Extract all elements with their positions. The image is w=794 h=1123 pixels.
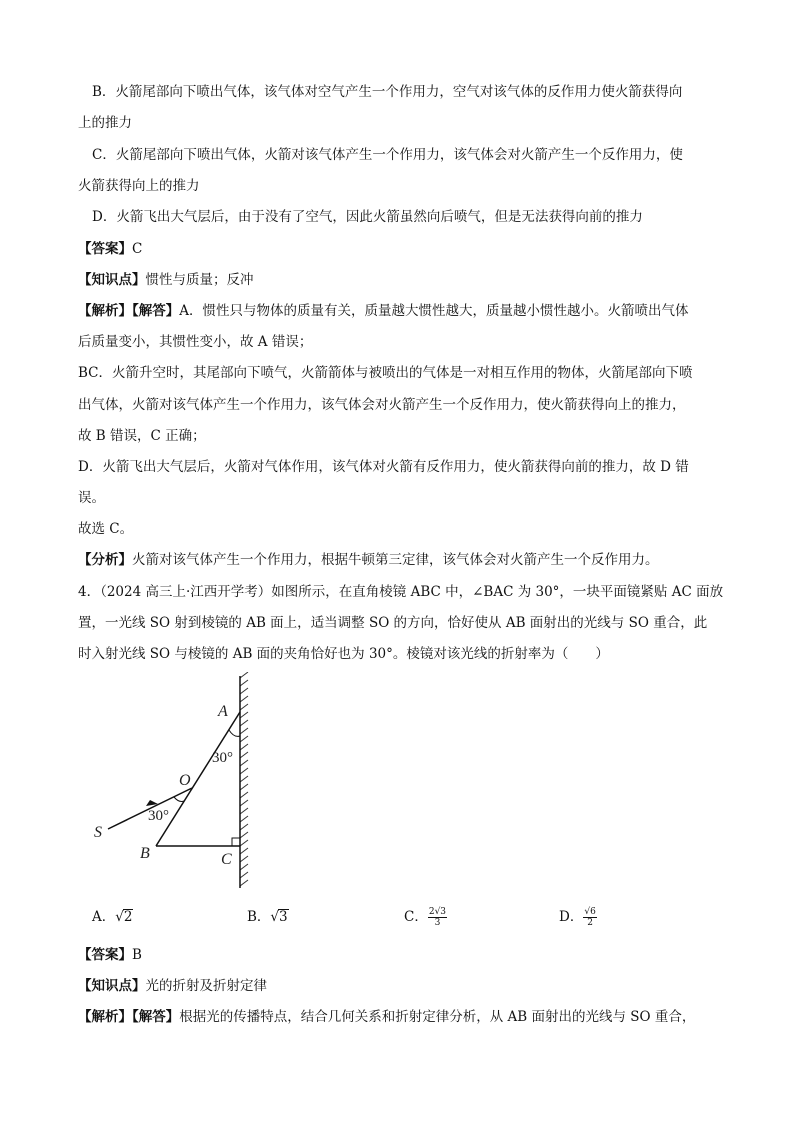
label-a: A [218,703,228,720]
option-b-line-1: B．火箭尾部向下喷出气体，该气体对空气产生一个作用力，空气对该气体的反作用力使火箭获得向 [92,84,683,100]
option-d-fraction [583,907,596,928]
q4-stem-line-2: 置，一光线 SO 射到棱镜的 AB 面上，适当调整 SO 的方向，恰好使从 AB 面射出的光线与 SO 重合，此 [78,615,708,631]
label-s: S [94,824,102,841]
option-c-line-1: C．火箭尾部向下喷出气体，火箭对该气体产生一个作用力，该气体会对火箭产生一个反作用力，使 [92,147,683,163]
option-b-label: B． [247,909,271,925]
option-a-label: A． [92,909,116,925]
q3-analysis-line-8: 故选 C。 [78,521,134,537]
option-c-fraction [428,907,447,928]
option-d-numerator: √6 [584,907,596,917]
sqrt-icon: √ [115,909,124,925]
right-angle-mark [232,838,240,846]
option-b-line-2: 上的推力 [78,115,132,131]
q4-knowledge [78,977,267,995]
q4-analysis-label: 【解析】【解答】 [78,1009,180,1025]
option-b [247,906,289,928]
q4-answer [78,946,142,964]
label-b: B [140,845,150,862]
label-angle-a: 30° [212,750,233,766]
option-d-denominator: 2 [587,918,593,928]
q4-knowledge-value: 光的折射及折射定律 [145,978,267,994]
q3-analysis-text-1: A．惯性只与物体的质量有关，质量越大惯性越大，质量越小惯性越小。火箭喷出气体 [179,303,689,319]
option-c-numerator: 2√3 [428,907,447,917]
q3-fenxi [78,551,659,569]
q4-stem-line-3: 时入射光线 SO 与棱镜的 AB 面的夹角恰好也为 30°。棱镜对该光线的折射率为（ ） [78,646,609,662]
mirror-hatching [240,672,248,886]
angle-arc-o [174,797,184,802]
q3-analysis-line-4: 出气体，火箭对该气体产生一个作用力，该气体会对火箭产生一个反作用力，使火箭获得向上的推力， [78,397,686,413]
side-ab [156,712,240,846]
q4-stem-line-1: 4．（2024 高三上·江西开学考）如图所示，在直角棱镜 ABC 中，∠BAC 为 30°，一块平面镜紧贴 AC 面放 [78,584,724,600]
q4-analysis-text: 根据光的传播特点，结合几何关系和折射定律分析，从 AB 面射出的光线与 SO 重合， [179,1009,696,1025]
option-d-label: D． [559,909,584,925]
q4-knowledge-label: 【知识点】 [78,978,146,994]
q3-knowledge-value: 惯性与质量；反冲 [145,272,254,288]
option-c-label: C． [404,909,428,925]
q3-knowledge-label: 【知识点】 [78,272,146,288]
option-a [92,906,133,928]
q3-fenxi-label: 【分析】 [78,552,132,568]
label-angle-o: 30° [148,808,169,824]
q3-knowledge [78,271,254,289]
option-c-denominator: 3 [434,918,441,928]
q3-analysis-line-6: D．火箭飞出大气层后，火箭对气体作用，该气体对火箭有反作用力，使火箭获得向前的推力，故 D 错 [78,459,689,475]
angle-arc-a [229,730,240,736]
q3-analysis-line-2: 后质量变小，其惯性变小，故 A 错误； [78,334,313,350]
prism-figure [88,672,288,894]
q3-analysis-label: 【解析】【解答】 [78,303,180,319]
q4-analysis [78,1008,695,1026]
q3-analysis-line-3: BC．火箭升空时，其尾部向下喷气，火箭箭体与被喷出的气体是一对相互作用的物体，火箭尾部向下喷 [78,365,693,381]
q3-analysis-line-1 [78,302,689,320]
label-c: C [221,851,232,868]
sqrt-icon: √ [270,909,280,925]
option-d [559,906,597,928]
option-c [404,906,447,928]
q3-answer-value: C [132,241,143,257]
option-b-radicand: 3 [279,909,288,925]
label-o: O [179,772,191,789]
q3-fenxi-text: 火箭对该气体产生一个作用力，根据牛顿第三定律，该气体会对火箭产生一个反作用力。 [132,552,659,568]
option-a-radicand: 2 [123,909,133,925]
q3-answer [78,240,142,258]
q3-analysis-line-5: 故 B 错误，C 正确； [78,428,206,444]
q4-answer-label: 【答案】 [78,947,132,963]
option-d-line: D．火箭飞出大气层后，由于没有了空气，因此火箭虽然向后喷气，但是无法获得向前的推力 [92,209,643,225]
option-c-line-2: 火箭获得向上的推力 [78,178,200,194]
q4-answer-value: B [132,947,142,963]
q3-answer-label: 【答案】 [78,241,132,257]
q3-analysis-line-7: 误。 [78,490,105,506]
